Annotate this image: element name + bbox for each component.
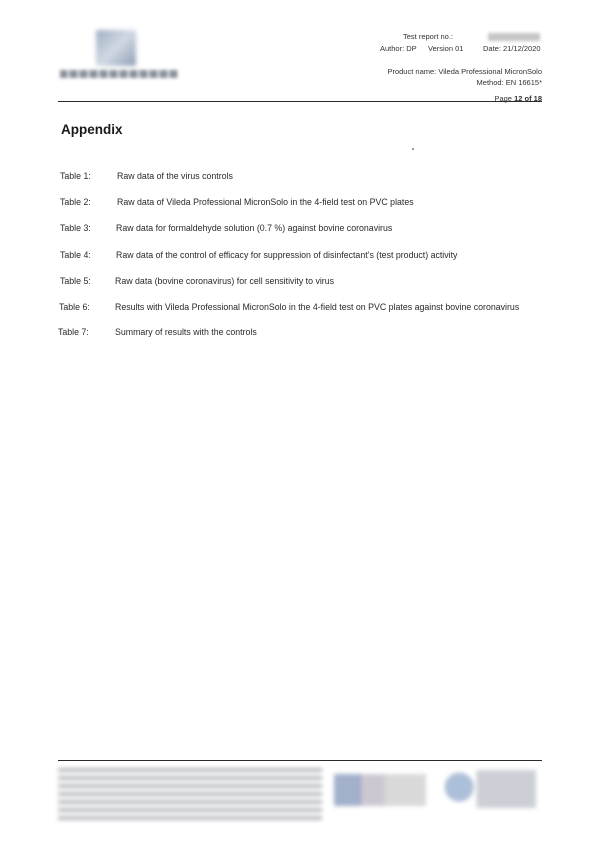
table-description: Raw data (bovine coronavirus) for cell sensitivity to virus: [115, 276, 335, 286]
page-title: Appendix: [61, 122, 123, 137]
table-label: Table 1:: [60, 171, 91, 181]
logo-wordmark: [60, 70, 178, 78]
footer-company-details: [58, 768, 322, 824]
table-label: Table 5:: [60, 276, 91, 286]
table-description: Summary of results with the controls: [115, 327, 257, 337]
report-date: Date: 21/12/2020: [483, 44, 541, 53]
report-number-label: Test report no.:: [403, 32, 454, 41]
page-number: 12 of 18: [514, 94, 542, 103]
product-name: Product name: Vileda Professional MicronSolo: [387, 67, 542, 76]
company-logo: [60, 30, 178, 82]
page-prefix: Page: [494, 94, 515, 103]
stray-mark: [412, 148, 414, 150]
table-description: Results with Vileda Professional MicronSolo in the 4-field test on PVC plates against bovine coronavirus: [115, 302, 520, 312]
footer-divider: [58, 760, 542, 761]
logo-mark-icon: [96, 30, 136, 66]
table-label: Table 7:: [58, 327, 89, 337]
table-description: Raw data of Vileda Professional MicronSolo in the 4-field test on PVC plates: [117, 197, 414, 207]
header-divider: [58, 101, 542, 102]
table-label: Table 6:: [59, 302, 90, 312]
author: Author: DP: [380, 44, 417, 53]
redacted-report-number: [488, 33, 540, 41]
table-description: Raw data of the virus controls: [117, 171, 233, 181]
test-method: Method: EN 16615*: [476, 78, 542, 87]
page-indicator: [494, 94, 542, 104]
certification-logo: [440, 770, 536, 808]
table-description: Raw data for formaldehyde solution (0.7 %) against bovine coronavirus: [116, 223, 393, 233]
table-label: Table 3:: [60, 223, 91, 233]
table-description: Raw data of the control of efficacy for suppression of disinfectant’s (test product) activity: [116, 250, 458, 260]
table-label: Table 2:: [60, 197, 91, 207]
version: Version 01: [428, 44, 464, 53]
table-label: Table 4:: [60, 250, 91, 260]
accreditation-logo: [334, 774, 426, 806]
